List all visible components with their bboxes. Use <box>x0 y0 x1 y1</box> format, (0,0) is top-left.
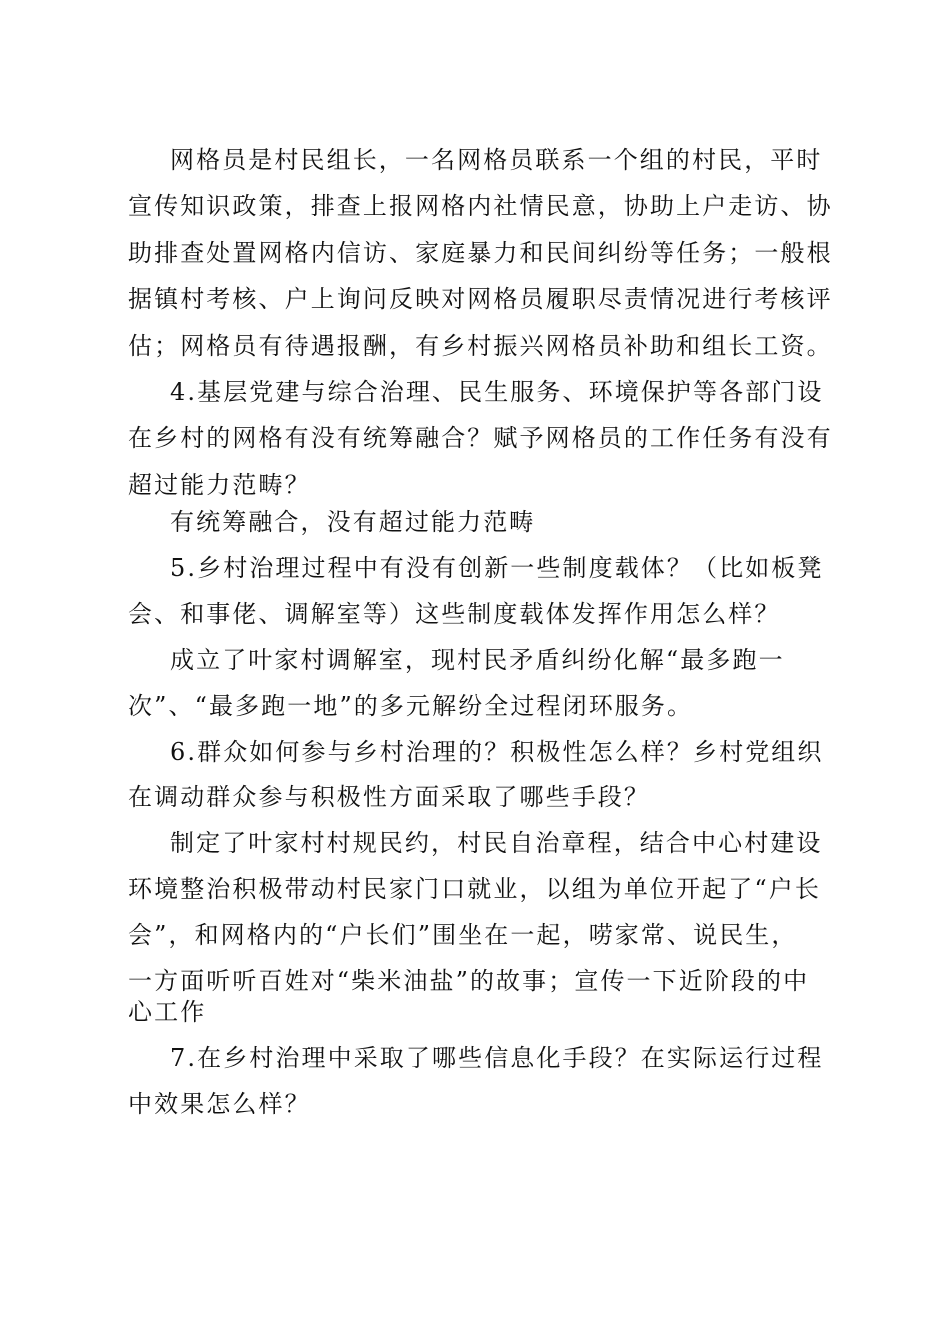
text-line: 5.乡村治理过程中有没有创新一些制度载体？（比如板凳 <box>170 554 824 582</box>
text-line: 会、和事佬、调解室等）这些制度载体发挥作用怎么样？ <box>128 600 781 628</box>
text-line: 成立了叶家村调解室，现村民矛盾纠纷化解“最多跑一 <box>170 646 785 674</box>
text-line: 估；网格员有待遇报酬，有乡村振兴网格员补助和组长工资。 <box>128 332 833 360</box>
text-line: 据镇村考核、户上询问反映对网格员履职尽责情况进行考核评 <box>128 285 833 313</box>
text-line: 有统筹融合，没有超过能力范畴 <box>170 508 536 536</box>
text-line: 在调动群众参与积极性方面采取了哪些手段？ <box>128 783 650 811</box>
text-line: 助排查处置网格内信访、家庭暴力和民间纠纷等任务；一般根 <box>128 239 833 267</box>
text-line: 中效果怎么样？ <box>128 1090 311 1118</box>
text-line: 制定了叶家村村规民约，村民自治章程，结合中心村建设 <box>170 829 823 857</box>
text-line: 在乡村的网格有没有统筹融合？赋予网格员的工作任务有没有 <box>128 424 833 452</box>
text-line: 环境整治积极带动村民家门口就业，以组为单位开起了“户长 <box>128 875 821 903</box>
text-line: 一方面听听百姓对“柴米油盐”的故事；宣传一下近阶段的中 <box>128 967 810 995</box>
text-line: 6.群众如何参与乡村治理的？积极性怎么样？乡村党组织 <box>170 738 824 766</box>
text-line: 心工作 <box>128 998 207 1026</box>
text-line: 宣传知识政策，排查上报网格内社情民意，协助上户走访、协 <box>128 192 833 220</box>
text-line: 次”、“最多跑一地”的多元解纷全过程闭环服务。 <box>128 692 694 720</box>
text-line: 7.在乡村治理中采取了哪些信息化手段？在实际运行过程 <box>170 1044 824 1072</box>
text-line: 会”，和网格内的“户长们”围坐在一起，唠家常、说民生， <box>128 921 798 949</box>
text-line: 网格员是村民组长，一名网格员联系一个组的村民，平时 <box>170 146 823 174</box>
text-line: 4.基层党建与综合治理、民生服务、环境保护等各部门设 <box>170 378 824 406</box>
text-line: 超过能力范畴？ <box>128 471 311 499</box>
